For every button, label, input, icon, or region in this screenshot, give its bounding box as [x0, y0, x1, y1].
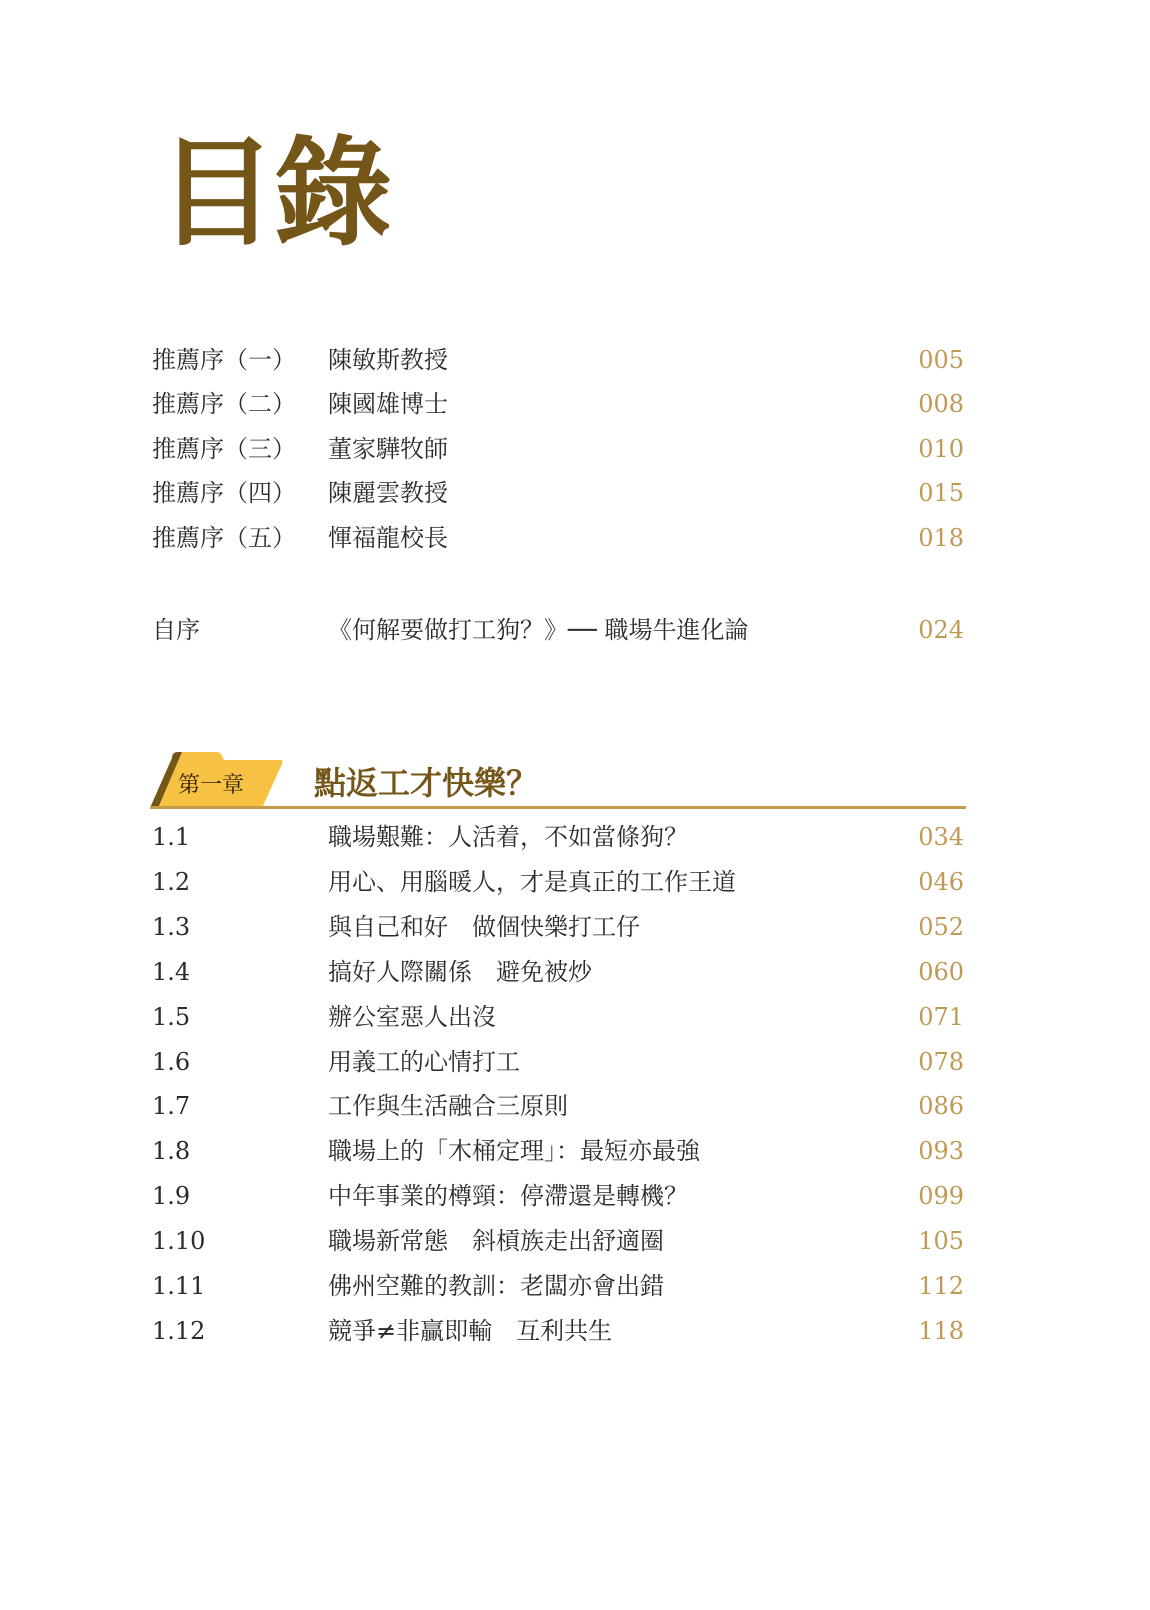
- toc-entry-preface-2[interactable]: [152, 384, 964, 424]
- entry-label: 推薦序（四）: [152, 479, 296, 507]
- toc-entry-section-1-12[interactable]: [152, 1311, 964, 1351]
- entry-page-number: 060: [918, 958, 964, 986]
- entry-page-number: 071: [918, 1003, 964, 1031]
- entry-title: 辦公室惡人出沒: [328, 1003, 496, 1031]
- toc-entry-preface-1[interactable]: [152, 340, 964, 380]
- entry-title: 競爭≠非贏即輸 互利共生: [328, 1317, 613, 1345]
- section-number: 1.10: [152, 1227, 206, 1255]
- toc-entry-section-1-1[interactable]: [152, 817, 964, 857]
- entry-title: 陳國雄博士: [328, 390, 448, 418]
- section-number: 1.11: [152, 1272, 206, 1300]
- section-number: 1.3: [152, 913, 191, 941]
- entry-title: 董家驊牧師: [328, 435, 448, 463]
- toc-entry-preface-4[interactable]: [152, 473, 964, 513]
- entry-label: 推薦序（一）: [152, 346, 296, 374]
- entry-page-number: 086: [918, 1092, 964, 1120]
- section-number: 1.12: [152, 1317, 206, 1345]
- entry-page-number: 024: [918, 616, 964, 644]
- entry-title: 用義工的心情打工: [328, 1048, 520, 1076]
- entry-title: 職場新常態 斜槓族走出舒適圈: [328, 1227, 664, 1255]
- section-number: 1.8: [152, 1137, 191, 1165]
- entry-label: 推薦序（五）: [152, 524, 296, 552]
- entry-page-number: 118: [918, 1317, 964, 1345]
- section-number: 1.2: [152, 868, 191, 896]
- entry-page-number: 112: [918, 1272, 964, 1300]
- entry-title: 職場艱難：人活着，不如當條狗？: [328, 823, 688, 851]
- entry-page-number: 010: [918, 435, 964, 463]
- entry-page-number: 015: [918, 479, 964, 507]
- section-number: 1.4: [152, 958, 191, 986]
- entry-page-number: 099: [918, 1182, 964, 1210]
- entry-page-number: 046: [918, 868, 964, 896]
- entry-page-number: 093: [918, 1137, 964, 1165]
- entry-page-number: 105: [918, 1227, 964, 1255]
- entry-page-number: 018: [918, 524, 964, 552]
- chapter-tab-label: 第一章: [178, 773, 245, 798]
- entry-title: 工作與生活融合三原則: [328, 1092, 568, 1120]
- entry-title: 佛州空難的教訓：老闆亦會出錯: [328, 1272, 664, 1300]
- entry-title: 《何解要做打工狗？》── 職場牛進化論: [328, 616, 749, 644]
- toc-entry-section-1-3[interactable]: [152, 907, 964, 947]
- chapter-tab-shape: [150, 752, 966, 812]
- toc-entry-section-1-10[interactable]: [152, 1221, 964, 1261]
- toc-entry-section-1-8[interactable]: [152, 1131, 964, 1171]
- toc-entry-section-1-4[interactable]: [152, 952, 964, 992]
- toc-entry-section-1-11[interactable]: [152, 1266, 964, 1306]
- entry-page-number: 078: [918, 1048, 964, 1076]
- entry-title: 中年事業的樽頸：停滯還是轉機？: [328, 1182, 688, 1210]
- entry-title: 用心、用腦暖人，才是真正的工作王道: [328, 868, 736, 896]
- toc-entry-section-1-9[interactable]: [152, 1176, 964, 1216]
- entry-page-number: 034: [918, 823, 964, 851]
- toc-entry-section-1-5[interactable]: [152, 997, 964, 1037]
- entry-label: 自序: [152, 616, 200, 644]
- entry-title: 陳敏斯教授: [328, 346, 448, 374]
- section-number: 1.6: [152, 1048, 191, 1076]
- section-number: 1.1: [152, 823, 191, 851]
- entry-title: 與自己和好 做個快樂打工仔: [328, 913, 640, 941]
- entry-title: 搞好人際關係 避免被炒: [328, 958, 592, 986]
- page-title: 目錄: [158, 123, 391, 262]
- entry-page-number: 005: [918, 346, 964, 374]
- toc-entry-section-1-7[interactable]: [152, 1086, 964, 1126]
- toc-entry-self-preface[interactable]: [152, 610, 964, 650]
- entry-title: 職場上的「木桶定理」：最短亦最強: [328, 1137, 700, 1165]
- section-number: 1.9: [152, 1182, 191, 1210]
- toc-entry-section-1-6[interactable]: [152, 1042, 964, 1082]
- chapter-title: 點返工才快樂？: [314, 764, 539, 802]
- section-number: 1.7: [152, 1092, 191, 1120]
- entry-label: 推薦序（二）: [152, 390, 296, 418]
- entry-page-number: 052: [918, 913, 964, 941]
- entry-title: 陳麗雲教授: [328, 479, 448, 507]
- entry-label: 推薦序（三）: [152, 435, 296, 463]
- entry-page-number: 008: [918, 390, 964, 418]
- section-number: 1.5: [152, 1003, 191, 1031]
- toc-entry-preface-3[interactable]: [152, 429, 964, 469]
- entry-title: 惲福龍校長: [328, 524, 448, 552]
- chapter-heading[interactable]: [150, 752, 966, 812]
- toc-entry-preface-5[interactable]: [152, 518, 964, 558]
- toc-entry-section-1-2[interactable]: [152, 862, 964, 902]
